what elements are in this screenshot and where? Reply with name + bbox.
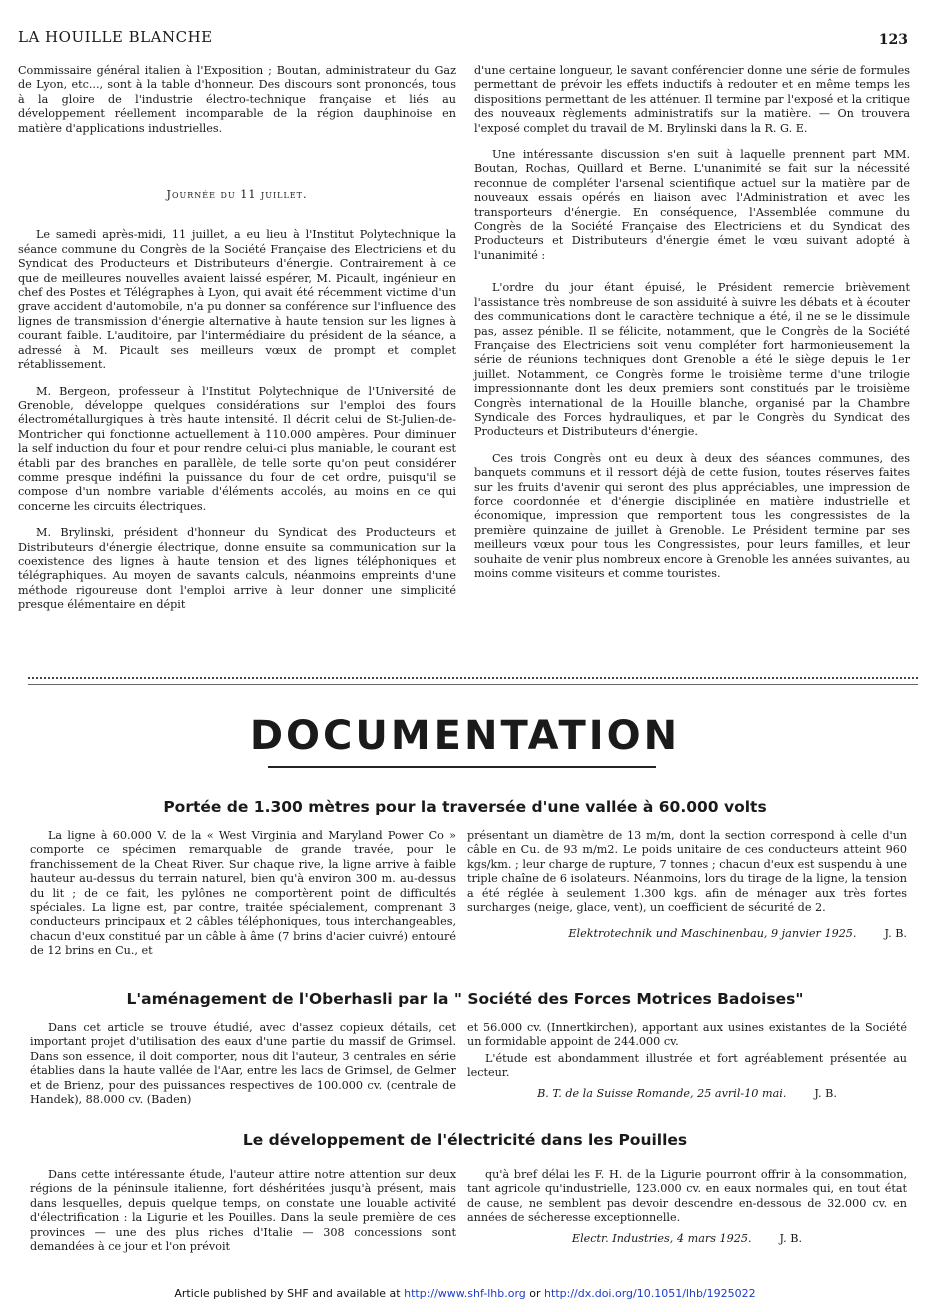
publication-footer — [0, 1287, 930, 1300]
top-right-column — [474, 64, 910, 593]
author-initials: J. B. — [779, 1231, 803, 1245]
paragraph: Dans cette intéressante étude, l'auteur attire notre attention sur deux régions de la péninsule italienne, fort déshéritées jusqu'à présent, mais dans lesquelles, depuis quelque temps, on constate une louable activité d'électrification : la Ligurie et les Pouilles. Dans la seule première de ces provinces — une des plus riches d'Italie — 308 concessions sont demandées à ce jour et l'on prévoit — [30, 1168, 456, 1254]
footer-text: Article published by SHF and available at — [174, 1287, 405, 1300]
article-title: Portée de 1.300 mètres pour la traversée d'une vallée à 60.000 volts — [163, 798, 767, 816]
section-subheading: Journée du 11 juillet. — [166, 188, 308, 202]
article1-right-column — [467, 829, 907, 942]
section-divider — [28, 684, 918, 685]
paragraph: L'ordre du jour étant épuisé, le Président remercie brièvement l'assistance très nombreuse de son assiduité à suivre les débats et à écouter des communications dont le caractère technique a été, il ne se le dissimule pas, assez pénible. Il se félicite, notamment, que le Congrès de la Société Française des Electriciens soit venu compléter fort harmonieusement la série de réunions techniques dont Grenoble a été le siège depuis le 1er juillet. Notamment, ce Congrès forme le troisième terme d'une trilogie impressionnante dont les deux premiers sont constitués par le troisième Congrès international de la Houille blanche, organisé par la Chambre Syndicale des Forces hydrauliques, et par le Congrès du Syndicat des Producteurs et Distributeurs d'énergie. — [474, 281, 910, 439]
author-initials: J. B. — [814, 1086, 837, 1100]
source: Electr. Industries, 4 mars 1925. — [571, 1231, 752, 1245]
paragraph: d'une certaine longueur, le savant conférencier donne une série de formules permettant de prévoir les effets inductifs à redouter et en même temps les dispositions permettant de les atténuer. Il termine par l'exposé et la critique des nouveaux règlements administratifs sur la matière. — On trouvera l'exposé complet du travail de M. Brylinski dans la R. G. E. — [474, 64, 910, 135]
doi-link[interactable]: http://dx.doi.org/10.1051/lhb/1925022 — [544, 1287, 756, 1300]
paragraph: Une intéressante discussion s'en suit à laquelle prennent part MM. Boutan, Rochas, Quillard et Berne. L'unanimité se fait sur la nécessité reconnue de compléter l'arsenal scientifique actuel sur la matière par de nouveaux essais opérés en liaison avec l'Administration et avec les transporteurs d'énergie. En conséquence, l'Assemblée commune du Congrès de la Société Française des Electriciens et du Syndicat des Producteurs et Distributeurs d'énergie émet le vœu suivant adopté à l'unanimité : — [474, 148, 910, 262]
paragraph: présentant un diamètre de 13 m/m, dont la section correspond à celle d'un câble en Cu. de 93 m/m2. Le poids unitaire de ces conducteurs atteint 960 kgs/km. ; leur charge de rupture, 7 tonnes ; chacun d'eux est suspendu à une triple chaîne de 6 isolateurs. Néanmoins, lors du tirage de la ligne, la tension a été réglée à seulement 1.300 kgs. afin de ménager aux très fortes surcharges (neige, glace, vent), un coefficient de sécurité de 2. — [467, 829, 907, 915]
article-title: Le développement de l'électricité dans les Pouilles — [242, 1131, 688, 1149]
source: B. T. de la Suisse Romande, 25 avril-10 mai. — [537, 1086, 787, 1100]
article2-left-column — [30, 1021, 456, 1119]
paragraph: Dans cet article se trouve étudié, avec d'assez copieux détails, cet important projet d'utilisation des eaux d'une partie du massif de Grimsel. Dans son essence, il doit comporter, nous dit l'auteur, 3 centrales en série établies dans la haute vallée de l'Aar, entre les lacs de Grimsel, de Gelmer et de Brienz, pour des puissances respectives de 100.000 cv. (centrale de Handek), 88.000 cv. (Baden) — [30, 1021, 456, 1107]
paragraph: Ces trois Congrès ont eu deux à deux des séances communes, des banquets communs et il ressort déjà de cette fusion, toutes réserves faites sur les fruits d'avenir qui seront des plus appréciables, une impression de force coordonnée et d'énergie disciplinée en matière industrielle et économique, impression que remportent tous les congressistes de la première quinzaine de juillet à Grenoble. Le Président termine par ses meilleurs vœux pour tous les Congressistes, pour leurs familles, et leur souhaite de venir plus nombreux encore à Grenoble les années suivantes, au moins comme visiteurs et comme touristes. — [474, 451, 910, 580]
paragraph: Le samedi après-midi, 11 juillet, a eu lieu à l'Institut Polytechnique la séance commune du Congrès de la Société Française des Electriciens et du Syndicat des Producteurs et Distributeurs d'énergie. Contrairement à ce que de meilleures nouvelles avaient laissé espérer, M. Picault, ingénieur en chef des Postes et Télégraphes à Lyon, qui avait été récemment victime d'un grave accident d'automobile, n'a pu donner sa conférence sur l'influence des lignes de transmission d'énergie alternative à haute tension sur les lignes à courant faible. L'auditoire, par l'intermédiaire du président de la séance, a adressé à M. Picault ses meilleurs vœux de prompt et complet rétablissement. — [18, 228, 456, 372]
paragraph: qu'à bref délai les F. H. de la Ligurie pourront offrir à la consommation, tant agricole qu'industrielle, 123.000 cv. en eaux normales qui, en tout état de cause, ne semblent pas devoir descendre en-dessous de 32.000 cv. en années de sécheresse exceptionnelle. — [467, 1168, 907, 1225]
paragraph: et 56.000 cv. (Innertkirchen), apportant aux usines existantes de la Société un formidable appoint de 244.000 cv. — [467, 1021, 907, 1049]
top-left-column — [18, 64, 456, 625]
paragraph: M. Brylinski, président d'honneur du Syndicat des Producteurs et Distributeurs d'énergie électrique, donne ensuite sa communication sur la coexistence des lignes à haute tension et des lignes téléphoniques et télégraphiques. Au moyen de savants calculs, néanmoins empreints d'une méthode rigoureuse dont l'emploi arrive à leur donner une simplicité presque élémentaire en dépit — [18, 526, 456, 612]
shf-link[interactable]: http://www.shf-lhb.org — [404, 1287, 526, 1300]
source-citation — [467, 1232, 907, 1246]
source-citation — [467, 1087, 907, 1101]
author-initials: J. B. — [884, 927, 907, 941]
paragraph: Commissaire général italien à l'Exposition ; Boutan, administrateur du Gaz de Lyon, etc..., sont à la table d'honneur. Des discours sont prononcés, tous à la gloire de l'industrie électro-technique française et liés au développement réellement incomparable de la région dauphinoise en matière d'applications industrielles. — [18, 64, 456, 135]
section-divider — [28, 677, 918, 679]
source: Elektrotechnik und Maschinenbau, 9 janvier 1925. — [568, 927, 857, 941]
article-title: L'aménagement de l'Oberhasli par la " Société des Forces Motrices Badoises" — [126, 990, 804, 1008]
journal-name: LA HOUILLE BLANCHE — [18, 28, 213, 46]
paragraph: M. Bergeon, professeur à l'Institut Polytechnique de l'Université de Grenoble, développe quelques considérations sur l'emploi des fours électrométallurgiques à très haute intensité. Il décrit celui de St-Julien-de-Montricher qui fonctionne actuellement à 110.000 ampères. Pour diminuer la self induction du four et pour rendre celui-ci plus maniable, le courant est établi par des branches en parallèle, de telle sorte qu'on peut considérer comme presque indéfini la puissance du four de cet ordre, puisqu'il se compose d'un nombre variable d'éléments accolés, au moins en ce qui concerne les circuits électriques. — [18, 384, 456, 513]
article1-left-column — [30, 829, 456, 971]
heading-underline — [268, 766, 656, 768]
paragraph: La ligne à 60.000 V. de la « West Virginia and Maryland Power Co » comporte ce spécimen remarquable de grande travée, pour le franchissement de la Cheat River. Sur chaque rive, la ligne arrive à faible hauteur au-dessus du terrain naturel, bien qu'à environ 300 m. au-dessus du lit ; de ce fait, les pylônes ne comportèrent point de difficultés spéciales. La ligne est, par contre, traitée spécialement, comprenant 3 conducteurs principaux et 2 câbles téléphoniques, tous interchangeables, chacun d'eux constitué par un câble à âme (7 brins d'acier cuivré) entouré de 12 brins en Cu., et — [30, 829, 456, 958]
paragraph: L'étude est abondamment illustrée et fort agréablement présentée au lecteur. — [467, 1051, 907, 1080]
footer-text: or — [525, 1287, 545, 1300]
article3-left-column — [30, 1168, 456, 1266]
documentation-heading: DOCUMENTATION — [249, 713, 681, 759]
article2-right-column — [467, 1021, 907, 1101]
article3-right-column — [467, 1168, 907, 1246]
page-number: 123 — [878, 32, 908, 48]
source-citation — [467, 927, 907, 941]
